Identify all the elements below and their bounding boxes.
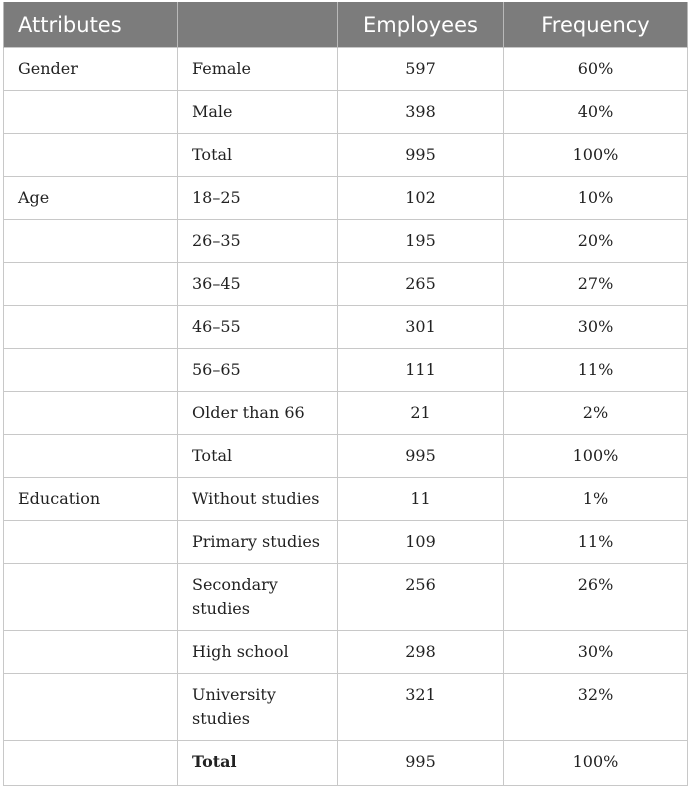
- table-row: [4, 674, 688, 741]
- attribute-text: Age: [18, 188, 50, 207]
- employees-cell: [338, 91, 504, 134]
- frequency-text: 20%: [577, 231, 614, 250]
- header-subcategory: [178, 2, 338, 48]
- attribute-cell: [4, 134, 178, 177]
- employees-cell: [338, 349, 504, 392]
- category-text: 26–35: [192, 231, 241, 250]
- header-employees: Employees: [338, 2, 504, 48]
- table-row: [4, 220, 688, 263]
- frequency-text: 11%: [577, 360, 614, 379]
- category-cell: [178, 631, 338, 674]
- employees-text: 21: [410, 403, 431, 422]
- employees-cell: [338, 392, 504, 435]
- attribute-text: [4, 306, 177, 315]
- attribute-cell: [4, 478, 178, 521]
- table-row: [4, 48, 688, 91]
- table-row: [4, 306, 688, 349]
- employees-cell: [338, 478, 504, 521]
- employees-cell: [338, 263, 504, 306]
- frequency-cell: [504, 306, 688, 349]
- category-cell: [178, 741, 338, 786]
- category-text: University studies: [192, 685, 276, 728]
- employees-cell: [338, 435, 504, 478]
- attribute-text: [4, 392, 177, 401]
- attribute-text: [4, 91, 177, 100]
- attribute-cell: [4, 392, 178, 435]
- category-text-total: Total: [192, 752, 237, 771]
- table-row: [4, 134, 688, 177]
- category-cell: [178, 564, 338, 631]
- frequency-cell: [504, 263, 688, 306]
- category-cell: [178, 134, 338, 177]
- employees-text: 321: [405, 685, 436, 704]
- frequency-cell: [504, 220, 688, 263]
- employees-cell: [338, 306, 504, 349]
- frequency-cell: [504, 134, 688, 177]
- frequency-text: 100%: [572, 752, 619, 771]
- attribute-cell: [4, 177, 178, 220]
- employees-text: 398: [405, 102, 436, 121]
- attribute-cell: [4, 263, 178, 306]
- frequency-cell: [504, 478, 688, 521]
- frequency-cell: [504, 521, 688, 564]
- category-text: High school: [192, 642, 289, 661]
- employees-text: 298: [405, 642, 436, 661]
- employees-cell: [338, 48, 504, 91]
- table-row: [4, 478, 688, 521]
- attribute-text: [4, 220, 177, 229]
- employees-text: 995: [405, 446, 436, 465]
- frequency-text: 100%: [572, 145, 619, 164]
- category-text: Male: [192, 102, 233, 121]
- attribute-cell: [4, 521, 178, 564]
- table-row-total: [4, 741, 688, 786]
- attribute-cell: [4, 741, 178, 786]
- frequency-text: 100%: [572, 446, 619, 465]
- attribute-text: [4, 263, 177, 272]
- attribute-text: [4, 349, 177, 358]
- employees-cell: [338, 674, 504, 741]
- table-header: [4, 2, 688, 48]
- demographics-table: [3, 2, 688, 786]
- employees-cell: [338, 564, 504, 631]
- attribute-text: [4, 435, 177, 444]
- frequency-text: 40%: [577, 102, 614, 121]
- table-row: [4, 349, 688, 392]
- attribute-text: [4, 631, 177, 640]
- category-text: 46–55: [192, 317, 241, 336]
- frequency-cell: [504, 177, 688, 220]
- attribute-text: [4, 674, 177, 683]
- attribute-text: Gender: [18, 59, 78, 78]
- category-cell: [178, 220, 338, 263]
- frequency-text: 30%: [577, 642, 614, 661]
- employees-text: 995: [405, 145, 436, 164]
- frequency-cell: [504, 631, 688, 674]
- category-text: 18–25: [192, 188, 241, 207]
- category-text: Total: [192, 446, 233, 465]
- category-cell: [178, 435, 338, 478]
- attribute-cell: [4, 220, 178, 263]
- category-cell: [178, 91, 338, 134]
- category-cell: [178, 306, 338, 349]
- frequency-cell: [504, 741, 688, 786]
- frequency-text: 27%: [577, 274, 614, 293]
- category-cell: [178, 392, 338, 435]
- employees-text: 102: [405, 188, 436, 207]
- category-cell: [178, 478, 338, 521]
- employees-text: 109: [405, 532, 436, 551]
- attribute-cell: [4, 674, 178, 741]
- attribute-text: [4, 564, 177, 573]
- frequency-cell: [504, 48, 688, 91]
- employees-text: 11: [410, 489, 431, 508]
- employees-cell: [338, 177, 504, 220]
- frequency-cell: [504, 91, 688, 134]
- attribute-text: [4, 134, 177, 143]
- frequency-text: 10%: [577, 188, 614, 207]
- employees-cell: [338, 134, 504, 177]
- employees-text: 597: [405, 59, 436, 78]
- category-text: Without studies: [192, 489, 320, 508]
- employees-cell: [338, 521, 504, 564]
- table-row: [4, 263, 688, 306]
- header-attributes: Attributes: [4, 2, 178, 48]
- category-text: 36–45: [192, 274, 241, 293]
- table-row: [4, 521, 688, 564]
- attribute-text: [4, 741, 177, 750]
- table-row: [4, 91, 688, 134]
- demographics-table-container: [3, 2, 687, 786]
- attribute-cell: [4, 435, 178, 478]
- attribute-cell: [4, 631, 178, 674]
- table-row: [4, 392, 688, 435]
- category-cell: [178, 521, 338, 564]
- category-text: Female: [192, 59, 251, 78]
- frequency-text: 1%: [582, 489, 609, 508]
- category-cell: [178, 349, 338, 392]
- employees-cell: [338, 631, 504, 674]
- attribute-cell: [4, 306, 178, 349]
- frequency-cell: [504, 392, 688, 435]
- category-cell: [178, 177, 338, 220]
- frequency-cell: [504, 349, 688, 392]
- category-cell: [178, 263, 338, 306]
- category-cell: [178, 48, 338, 91]
- employees-text: 111: [405, 360, 436, 379]
- header-frequency: Frequency: [504, 2, 688, 48]
- header-row: [4, 2, 688, 48]
- attribute-text: [4, 521, 177, 530]
- table-row: [4, 435, 688, 478]
- table-row: [4, 631, 688, 674]
- employees-text: 256: [405, 575, 436, 594]
- frequency-text: 32%: [577, 685, 614, 704]
- employees-text: 265: [405, 274, 436, 293]
- frequency-cell: [504, 674, 688, 741]
- employees-text: 995: [405, 752, 436, 771]
- employees-cell: [338, 220, 504, 263]
- attribute-text: Education: [18, 489, 101, 508]
- table-body: [4, 48, 688, 786]
- attribute-cell: [4, 91, 178, 134]
- category-text: 56–65: [192, 360, 241, 379]
- frequency-cell: [504, 564, 688, 631]
- category-cell: [178, 674, 338, 741]
- employees-text: 195: [405, 231, 436, 250]
- frequency-text: 30%: [577, 317, 614, 336]
- table-row: [4, 177, 688, 220]
- attribute-cell: [4, 48, 178, 91]
- employees-text: 301: [405, 317, 436, 336]
- table-row: [4, 564, 688, 631]
- attribute-cell: [4, 349, 178, 392]
- category-text: Secondary studies: [192, 575, 278, 618]
- category-text: Total: [192, 145, 233, 164]
- frequency-text: 2%: [582, 403, 609, 422]
- frequency-text: 26%: [577, 575, 614, 594]
- frequency-text: 60%: [577, 59, 614, 78]
- frequency-text: 11%: [577, 532, 614, 551]
- frequency-cell: [504, 435, 688, 478]
- attribute-cell: [4, 564, 178, 631]
- category-text: Older than 66: [192, 403, 305, 422]
- category-text: Primary studies: [192, 532, 320, 551]
- employees-cell: [338, 741, 504, 786]
